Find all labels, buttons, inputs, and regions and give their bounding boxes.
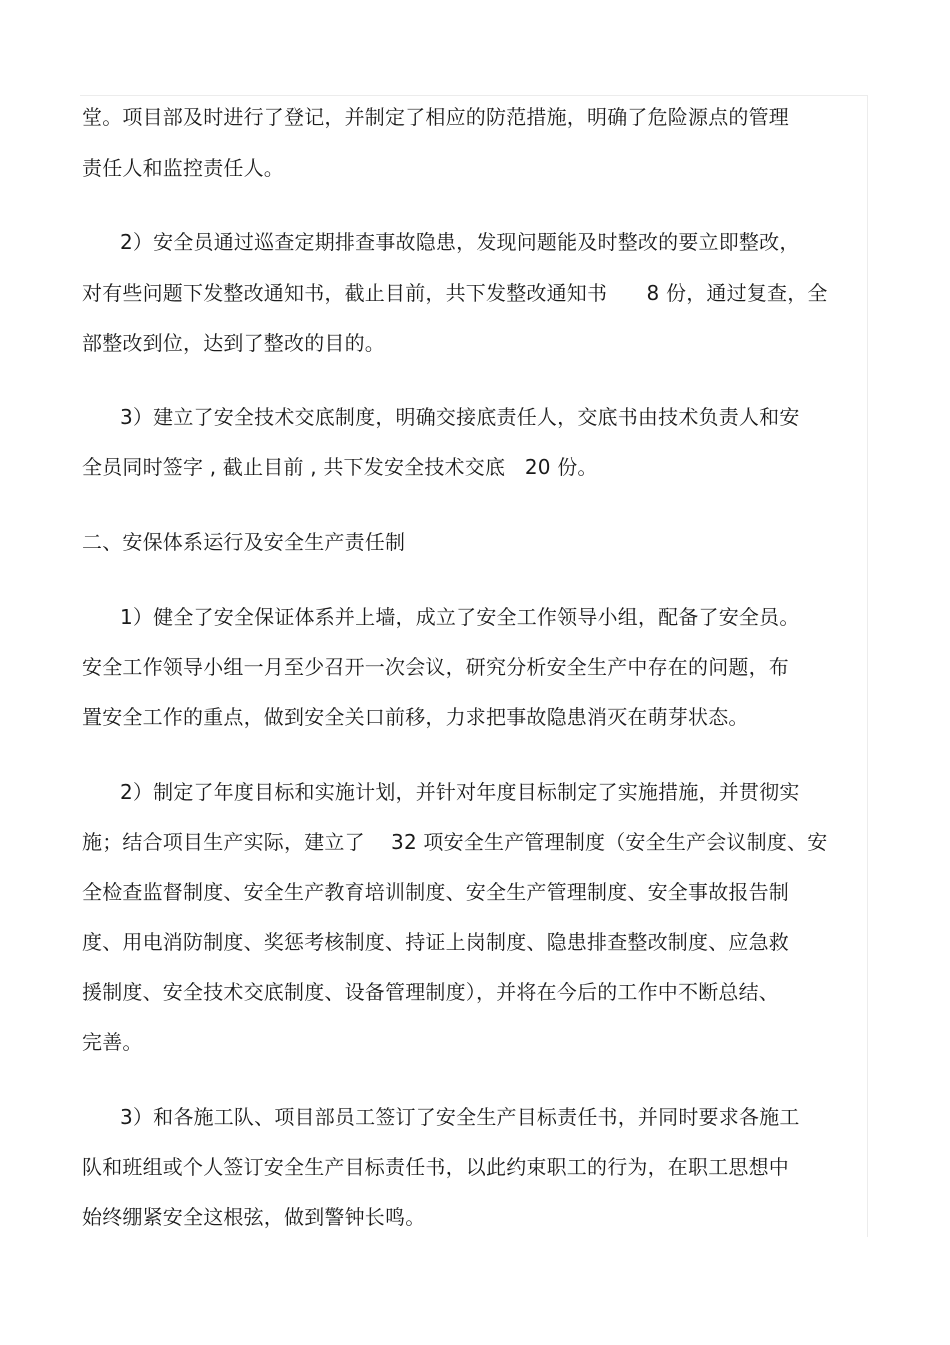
text-line: 1）健全了安全保证体系并上墙，成立了安全工作领导小组，配备了安全员。 <box>120 605 800 629</box>
text-line: 度、用电消防制度、奖惩考核制度、持证上岗制度、隐患排查整改制度、应急救 <box>82 930 789 954</box>
text-line: 援制度、安全技术交底制度、设备管理制度），并将在今后的工作中不断总结、 <box>82 980 779 1004</box>
text-line: 2）安全员通过巡查定期排查事故隐患，发现问题能及时整改的要立即整改， <box>120 230 800 254</box>
section-heading: 二、安保体系运行及安全生产责任制 <box>82 530 406 554</box>
text-line: 施；结合项目生产实际，建立了 32 项安全生产管理制度（安全生产会议制度、安 <box>82 830 828 854</box>
text-line: 对有些问题下发整改通知书，截止目前，共下发整改通知书 8 份，通过复查，全 <box>82 281 828 305</box>
text-line: 堂。项目部及时进行了登记，并制定了相应的防范措施，明确了危险源点的管理 <box>82 105 789 129</box>
text-line: 安全工作领导小组一月至少召开一次会议，研究分析安全生产中存在的问题，布 <box>82 655 789 679</box>
text-line: 队和班组或个人签订安全生产目标责任书，以此约束职工的行为，在职工思想中 <box>82 1155 789 1179</box>
text-line: 责任人和监控责任人。 <box>82 156 284 180</box>
text-line: 全员同时签字 , 截止目前 , 共下发安全技术交底 20 份。 <box>82 455 598 479</box>
text-line: 3）和各施工队、项目部员工签订了安全生产目标责任书，并同时要求各施工 <box>120 1105 800 1129</box>
text-line: 全检查监督制度、安全生产教育培训制度、安全生产管理制度、安全事故报告制 <box>82 880 789 904</box>
text-line: 3）建立了安全技术交底制度，明确交接底责任人，交底书由技术负责人和安 <box>120 405 800 429</box>
text-line: 完善。 <box>82 1030 143 1054</box>
text-line: 置安全工作的重点，做到安全关口前移，力求把事故隐患消灭在萌芽状态。 <box>82 705 749 729</box>
text-line: 部整改到位，达到了整改的目的。 <box>82 331 385 355</box>
text-line: 始终绷紧安全这根弦，做到警钟长鸣。 <box>82 1205 426 1229</box>
text-line: 2）制定了年度目标和实施计划，并针对年度目标制定了实施措施，并贯彻实 <box>120 780 800 804</box>
